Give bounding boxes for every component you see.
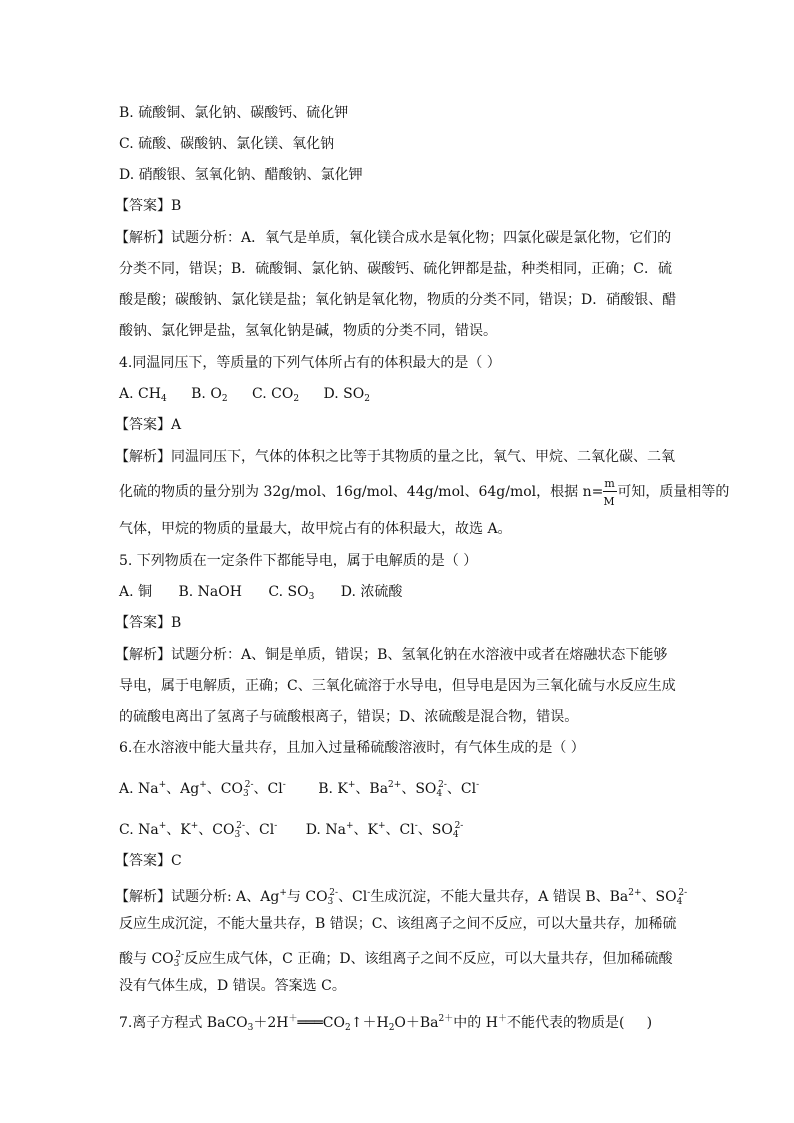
option-3b: B. 硫酸铜、氯化钠、碳酸钙、硫化钾 bbox=[119, 105, 349, 121]
option-5c: C. $SO_3$ bbox=[268, 584, 315, 602]
option-5d: D. 浓硫酸 bbox=[340, 584, 403, 600]
option-6b: B. K+、$Ba^{2+}$、$SO_4^{2-}$、Cl- bbox=[318, 780, 480, 799]
answer-6: 【答案】C bbox=[115, 853, 182, 869]
question-7: 7.离子方程式 $BaCO_3+2H^+═══CO_2↑+H_2O+Ba^{2+}$中的 H＋不能代表的物质是( ) bbox=[119, 1014, 653, 1033]
analysis-3-line1: 【解析】试题分析：A．氧气是单质，氧化镁合成水是氧化物；四氯化碳是氯化物，它们的 bbox=[115, 230, 672, 246]
analysis-6-line4: 没有气体生成，D 错误。答案选 C。 bbox=[119, 978, 346, 994]
option-5a: A. 铜 bbox=[119, 584, 153, 600]
option-6a: A. Na+、Ag+、$CO_3^{2-}$、Cl- bbox=[119, 780, 286, 799]
option-4c: C. $CO_2$ bbox=[252, 386, 300, 404]
option-6d: D. Na+、K+、Cl-、$SO_4^{2-}$ bbox=[305, 821, 464, 840]
formula-fraction: $\frac{m}{M}$ bbox=[603, 482, 617, 502]
analysis-6-line3: 酸与 $CO_3^{2-}$反应生成气体，C 正确；D、该组离子之间不反应，可以大量共存，但加稀硫酸 bbox=[119, 950, 673, 969]
question-4: 4.同温同压下，等质量的下列气体所占有的体积最大的是（ ） bbox=[119, 355, 501, 371]
analysis-4-line3: 气体，甲烷的物质的量最大，故甲烷占有的体积最大，故选 A。 bbox=[119, 521, 512, 537]
analysis-4-line2: 化硫的物质的量分别为 32g/mol、16g/mol、44g/mol、64g/mol，根据 n= $\frac{m}{M}$ 可知，质量相等的 bbox=[119, 477, 730, 508]
question-6: 6.在水溶液中能大量共存，且加入过量稀硫酸溶液时，有气体生成的是（ ） bbox=[119, 740, 585, 756]
answer-5: 【答案】B bbox=[115, 615, 182, 631]
analysis-3-line3: 酸是酸；碳酸钠、氯化镁是盐；氧化钠是氧化物，物质的分类不同，错误；D．硝酸银、醋 bbox=[119, 292, 677, 308]
option-6c: C. Na+、K+、$CO_3^{2-}$、Cl- bbox=[119, 821, 278, 840]
option-4b: B. $O_2$ bbox=[191, 386, 228, 404]
answer-4: 【答案】A bbox=[115, 417, 182, 433]
options-6-row1 bbox=[119, 775, 479, 804]
question-5: 5. 下列物质在一定条件下都能导电，属于电解质的是（ ） bbox=[119, 553, 478, 569]
analysis-4-line1: 【解析】同温同压下，气体的体积之比等于其物质的量之比，氧气、甲烷、二氧化碳、二氧 bbox=[115, 449, 675, 465]
option-5b: B. NaOH bbox=[178, 584, 242, 600]
option-4a: A. $CH_4$ bbox=[119, 386, 167, 404]
analysis-6-line1: 【解析】试题分析: A、Ag+与 $CO_3^{2-}$、Cl-生成沉淀，不能大量共存，A 错误 B、$Ba^{2+}$、$SO_4^{2-}$ bbox=[115, 888, 688, 907]
analysis-3-line4: 酸钠、氯化钾是盐，氢氧化钠是碱，物质的分类不同，错误。 bbox=[119, 323, 497, 339]
answer-3: 【答案】B bbox=[115, 198, 182, 214]
analysis-3-line2: 分类不同，错误；B．硫酸铜、氯化钠、碳酸钙、硫化钾都是盐，种类相同，正确；C．硫 bbox=[119, 261, 672, 277]
options-4 bbox=[119, 384, 370, 409]
analysis-5-line3: 的硫酸电离出了氢离子与硫酸根离子，错误；D、浓硫酸是混合物，错误。 bbox=[119, 709, 579, 725]
analysis-5-line2: 导电，属于电解质，正确；C、三氧化硫溶于水导电，但导电是因为三氧化硫与水反应生成 bbox=[119, 678, 676, 694]
option-3c: C. 硫酸、碳酸钠、氯化镁、氧化钠 bbox=[119, 136, 335, 152]
option-3d: D. 硝酸银、氢氧化钠、醋酸钠、氯化钾 bbox=[119, 167, 363, 183]
options-6-row2 bbox=[119, 816, 463, 845]
options-5 bbox=[119, 582, 402, 607]
option-4d: D. $SO_2$ bbox=[323, 386, 370, 404]
analysis-6-line2: 反应生成沉淀，不能大量共存，B 错误；C、该组离子之间不反应，可以大量共存，加稀硫 bbox=[119, 916, 677, 932]
analysis-5-line1: 【解析】试题分析：A、铜是单质，错误；B、氢氧化钠在水溶液中或者在熔融状态下能够 bbox=[115, 647, 668, 663]
